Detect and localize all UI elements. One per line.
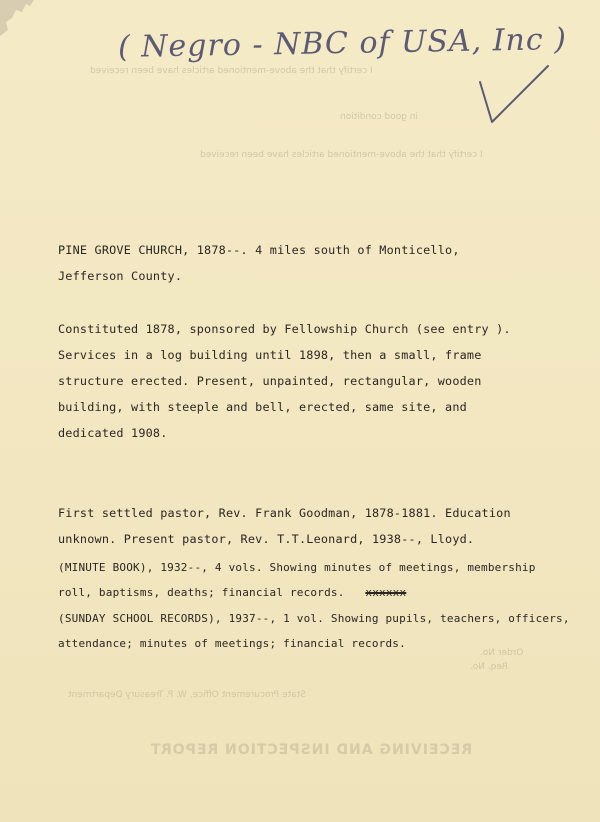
pastor-line: unknown. Present pastor, Rev. T.T.Leonard, 1938--, Lloyd.: [58, 532, 475, 546]
entry-heading: PINE GROVE CHURCH, 1878--. 4 miles south of Monticello,: [58, 243, 460, 257]
handwritten-annotation: ( Negro - NBC of USA, Inc ): [117, 22, 568, 65]
bleed-text: I certify that the above-mentioned articles have been received: [90, 66, 373, 76]
history-line: building, with steeple and bell, erected, same site, and: [58, 400, 467, 414]
bleed-text: Req. No.: [470, 662, 508, 672]
torn-corner-icon: [0, 0, 40, 40]
history-line: structure erected. Present, unpainted, rectangular, wooden: [58, 374, 482, 388]
minute-book-text: roll, baptisms, deaths; financial records.: [58, 586, 345, 599]
pastor-line: First settled pastor, Rev. Frank Goodman, 1878-1881. Education: [58, 506, 511, 520]
checkmark-icon: [470, 60, 560, 130]
bleed-text: State Procurement Office, W. P. Treasury Department: [68, 690, 306, 700]
bleed-text: Order No.: [480, 648, 524, 658]
bleed-title: RECEIVING AND INSPECTION REPORT: [150, 742, 473, 758]
bleed-text: in good condition: [340, 112, 418, 122]
history-line: Constituted 1878, sponsored by Fellowship Church (see entry ).: [58, 322, 511, 336]
minute-book-record-cont: [58, 586, 406, 599]
minute-book-record: (MINUTE BOOK), 1932--, 4 vols. Showing minutes of meetings, membership: [58, 561, 536, 574]
sunday-school-record: (SUNDAY SCHOOL RECORDS), 1937--, 1 vol. Showing pupils, teachers, officers,: [58, 612, 570, 625]
struck-out-word: xxxxxx: [365, 586, 407, 599]
history-line: dedicated 1908.: [58, 426, 168, 440]
bleed-text: I certify that the above-mentioned articles have been received: [200, 150, 483, 160]
history-line: Services in a log building until 1898, then a small, frame: [58, 348, 482, 362]
sunday-school-record-cont: attendance; minutes of meetings; financial records.: [58, 637, 406, 650]
entry-heading-location: Jefferson County.: [58, 269, 183, 283]
